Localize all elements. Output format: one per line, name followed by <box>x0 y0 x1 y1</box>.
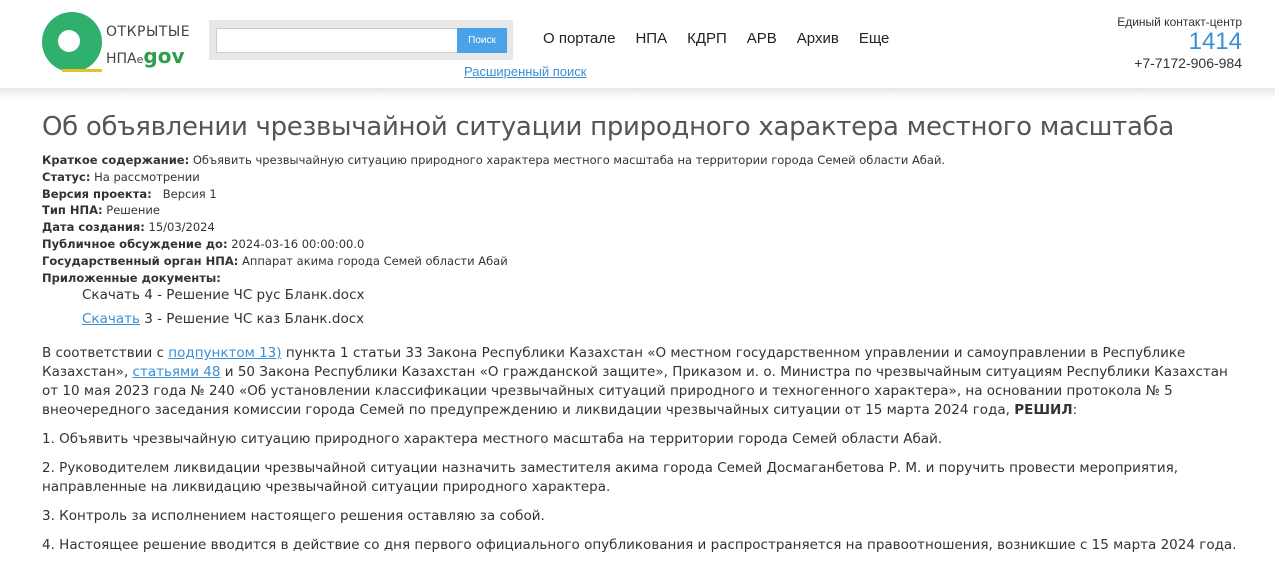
contact-number[interactable]: 1414 <box>1188 28 1242 55</box>
search-bar <box>209 20 513 60</box>
meta-agency: Государственный орган НПА: Аппарат акима города Семей области Абай <box>42 253 508 268</box>
main-nav <box>543 30 889 47</box>
meta-attachments-label: Приложенные документы: <box>42 270 221 285</box>
document-meta <box>42 152 945 286</box>
meta-version: Версия проекта: Версия 1 <box>42 186 217 201</box>
nav-npa[interactable]: НПА <box>635 30 668 47</box>
contact-center <box>1117 15 1242 71</box>
paragraph-1: 1. Объявить чрезвычайную ситуацию природного характера местного масштаба на территории города Семей области Абай. <box>42 431 943 447</box>
attachment-item: Скачать 3 - Решение ЧС каз Бланк.docx <box>82 311 365 327</box>
attachment-item[interactable]: Скачать 4 - Решение ЧС рус Бланк.docx <box>82 287 365 303</box>
contact-phone[interactable]: +7-7172-906-984 <box>1134 55 1242 71</box>
header <box>0 0 1275 90</box>
meta-status: Статус: На рассмотрении <box>42 169 200 184</box>
meta-type: Тип НПА: Решение <box>42 203 160 218</box>
meta-discussion: Публичное обсуждение до: 2024-03-16 00:00:00.0 <box>42 236 365 251</box>
nav-kdrp[interactable]: КДРП <box>687 30 727 47</box>
nav-archive[interactable]: Архив <box>796 30 839 47</box>
meta-created: Дата создания: 15/03/2024 <box>42 220 215 235</box>
search-button[interactable]: Поиск <box>457 28 507 53</box>
search-input[interactable] <box>216 28 458 53</box>
meta-summary: Краткое содержание: Объявить чрезвычайную ситуацию природного характера местного масштаба на территории города Семей области Абай. <box>42 153 946 167</box>
header-divider <box>0 88 1275 98</box>
advanced-search-link[interactable]: Расширенный поиск <box>464 64 587 79</box>
paragraph-4: 4. Настоящее решение вводится в действие со дня первого официального опубликования и распространяется на правоотношения, возникшие с 15 марта 2024 года. <box>42 537 1237 553</box>
page-title: Об объявлении чрезвычайной ситуации природного характера местного масштаба <box>42 112 1175 142</box>
download-link[interactable]: Скачать <box>82 311 140 327</box>
paragraph-3: 3. Контроль за исполнением настоящего решения оставляю за собой. <box>42 508 545 524</box>
scales-icon <box>62 52 102 72</box>
nav-arv[interactable]: АРВ <box>746 30 777 47</box>
subpoint-link[interactable]: подпунктом 13) <box>168 345 282 361</box>
nav-more[interactable]: Еще <box>858 30 890 47</box>
portal-logo[interactable] <box>42 12 192 74</box>
paragraph-preamble: В соответствии с подпунктом 13) пункта 1 статьи 33 Закона Республики Казахстан «О местном государственном управлении и самоуправлении в Республике Казахстан», статьями 48 и 50 Закона Республики Казахстан «О гражданской защите», Приказом и. о. Министра по чрезвычайным ситуациям Республики Казахстан от 10 мая 2023 года № 240 «Об установлении классификации чрезвычайных ситуаций природного и техногенного характера», на основании протокола № 5 внеочередного заседания комиссии города Семей по предупреждению и ликвидации чрезвычайных ситуации от 15 марта 2024 года, РЕШИЛ: <box>42 345 1228 418</box>
nav-about[interactable]: О портале <box>543 30 616 47</box>
articles-link[interactable]: статьями 48 <box>132 364 221 380</box>
paragraph-2: 2. Руководителем ликвидации чрезвычайной ситуации назначить заместителя акима города Семей Досмаганбетова Р. М. и поручить провести мероприятия, направленные на ликвидацию чрезвычайной ситуации природного характера. <box>42 460 1179 495</box>
logo-text-top: ОТКРЫТЫЕ <box>106 24 191 40</box>
contact-label: Единый контакт-центр <box>1117 15 1242 29</box>
logo-text-bottom: НПАegov <box>106 44 185 68</box>
